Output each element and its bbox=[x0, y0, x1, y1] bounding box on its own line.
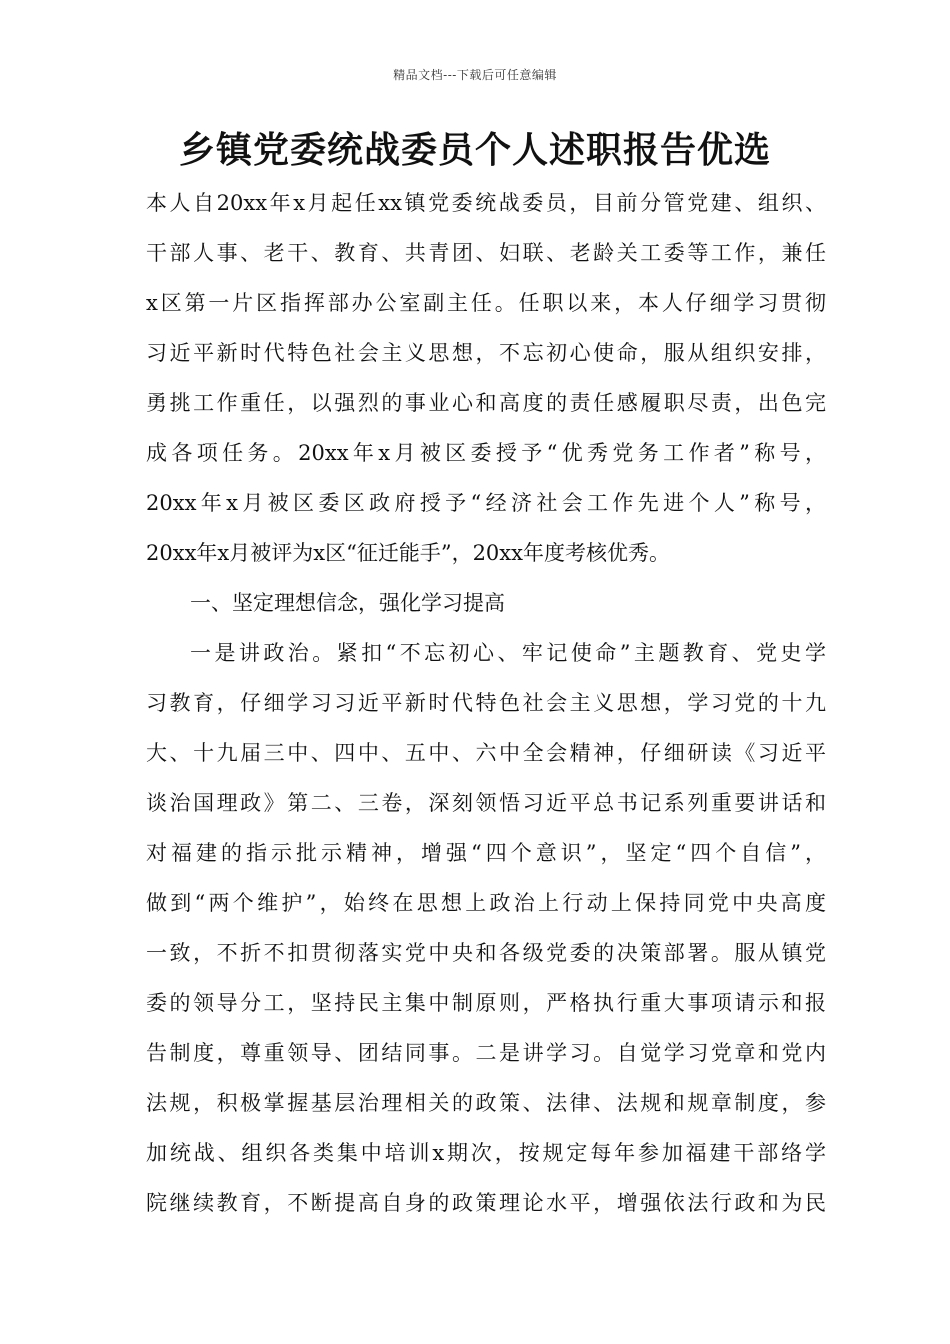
paragraph-line: 习教育，仔细学习习近平新时代特色社会主义思想，学习党的十九 bbox=[146, 691, 826, 715]
paragraph-line: 委的领导分工，坚持民主集中制原则，严格执行重大事项请示和报 bbox=[146, 991, 826, 1015]
paragraph-line: 告制度，尊重领导、团结同事。二是讲学习。自觉学习党章和党内 bbox=[146, 1041, 826, 1065]
section-heading: 一、坚定理想信念，强化学习提高 bbox=[190, 591, 505, 615]
paragraph-line: 20xx年x月被区委区政府授予“经济社会工作先进个人”称号， bbox=[146, 491, 826, 515]
paragraph-line: 勇挑工作重任，以强烈的事业心和高度的责任感履职尽责，出色完 bbox=[146, 391, 826, 415]
paragraph-line: 加统战、组织各类集中培训x期次，按规定每年参加福建干部络学 bbox=[146, 1141, 826, 1165]
paragraph-line: 对福建的指示批示精神，增强“四个意识”，坚定“四个自信”， bbox=[146, 841, 826, 865]
paragraph-line: 法规，积极掌握基层治理相关的政策、法律、法规和规章制度，参 bbox=[146, 1091, 826, 1115]
paragraph-line: 谈治国理政》第二、三卷，深刻领悟习近平总书记系列重要讲话和 bbox=[146, 791, 826, 815]
paragraph-line: 习近平新时代特色社会主义思想，不忘初心使命，服从组织安排， bbox=[146, 341, 826, 365]
document-title: 乡镇党委统战委员个人述职报告优选 bbox=[178, 130, 771, 171]
paragraph-line: 大、十九届三中、四中、五中、六中全会精神，仔细研读《习近平 bbox=[146, 741, 826, 765]
paragraph-line: 一致，不折不扣贯彻落实党中央和各级党委的决策部署。服从镇党 bbox=[146, 941, 826, 965]
paragraph-line: 一是讲政治。紧扣“不忘初心、牢记使命”主题教育、党史学 bbox=[190, 641, 826, 665]
header-note: 精品文档---下载后可任意编辑 bbox=[393, 68, 557, 82]
paragraph-line: 本人自20xx年x月起任xx镇党委统战委员，目前分管党建、组织、 bbox=[146, 191, 826, 215]
paragraph-line: 20xx年x月被评为x区“征迁能手”，20xx年度考核优秀。 bbox=[146, 541, 670, 565]
document-body bbox=[146, 178, 826, 1228]
paragraph-line: 成各项任务。20xx年x月被区委授予“优秀党务工作者”称号， bbox=[146, 441, 826, 465]
paragraph-line: x区第一片区指挥部办公室副主任。任职以来，本人仔细学习贯彻 bbox=[146, 291, 826, 315]
paragraph-line: 干部人事、老干、教育、共青团、妇联、老龄关工委等工作，兼任 bbox=[146, 241, 826, 265]
paragraph-line: 做到“两个维护”，始终在思想上政治上行动上保持同党中央高度 bbox=[146, 891, 826, 915]
paragraph-line: 院继续教育，不断提高自身的政策理论水平，增强依法行政和为民 bbox=[146, 1191, 826, 1215]
